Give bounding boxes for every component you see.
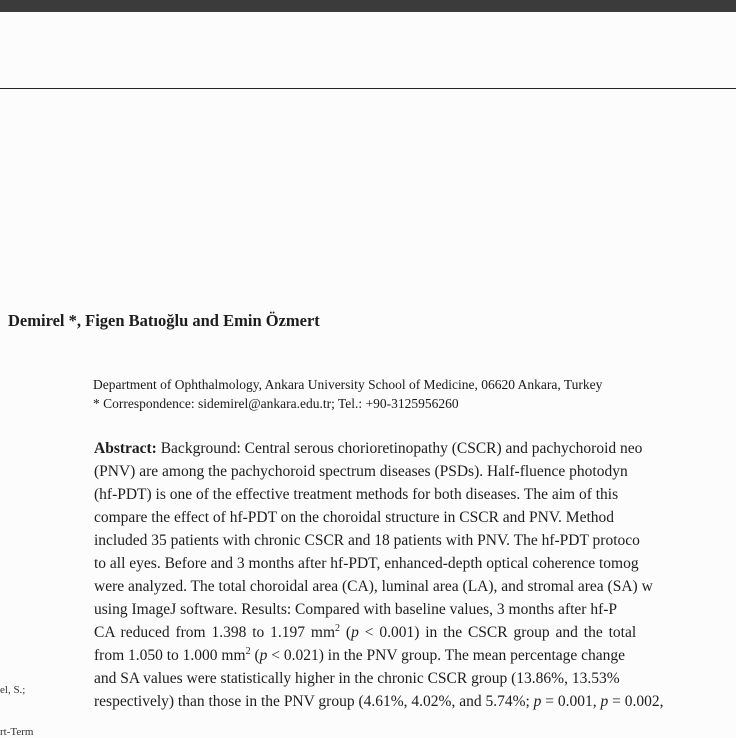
abstract-line: CA reduced from 1.398 to 1.197 $mm^2$ (p < 0.001) in the CSCR group and the total <box>94 622 637 641</box>
margin-citation-fragment: el, S.; <box>0 684 26 696</box>
window-top-bar <box>0 0 736 12</box>
abstract-line: from 1.050 to 1.000 $mm^2$ (p < 0.021) in the PNV group. The mean percentage change <box>94 645 626 664</box>
abstract-line: were analyzed. The total choroidal area (CA), luminal area (LA), and stromal area (SA) w <box>94 578 653 595</box>
affiliation-department: Department of Ophthalmology, Ankara University School of Medicine, 06620 Ankara, Turkey <box>93 377 603 392</box>
header-rule <box>0 88 736 89</box>
abstract-line: compare the effect of hf-PDT on the choroidal structure in CSCR and PNV. Method <box>94 509 615 526</box>
correspondence: * Correspondence: sidemirel@ankara.edu.tr; Tel.: +90-3125956260 <box>93 396 459 411</box>
margin-citation-fragment: rt-Term <box>0 726 34 738</box>
abstract-line: to all eyes. Before and 3 months after hf-PDT, enhanced-depth optical coherence tomog <box>94 555 639 572</box>
abstract-label: Abstract: <box>94 440 157 457</box>
abstract-line: included 35 patients with chronic CSCR and 18 patients with PNV. The hf-PDT protoco <box>94 532 640 549</box>
abstract-line: Abstract: Background: Central serous chorioretinopathy (CSCR) and pachychoroid neo <box>94 440 643 457</box>
abstract-line: (hf-PDT) is one of the effective treatment methods for both diseases. The aim of this <box>94 486 619 503</box>
abstract-line: using ImageJ software. Results: Compared with baseline values, 3 months after hf-P <box>94 601 618 618</box>
affiliation-block <box>93 375 602 413</box>
abstract-line: and SA values were statistically higher in the chronic CSCR group (13.86%, 13.53% <box>94 670 620 687</box>
abstract-line: respectively) than those in the PNV group (4.61%, 4.02%, and 5.74%; p = 0.001, p = 0.002, <box>94 693 664 710</box>
author-list: Demirel *, Figen Batıoğlu and Emin Özmert <box>8 311 320 330</box>
abstract-line: (PNV) are among the pachychoroid spectrum diseases (PSDs). Half-fluence photodyn <box>94 463 628 480</box>
